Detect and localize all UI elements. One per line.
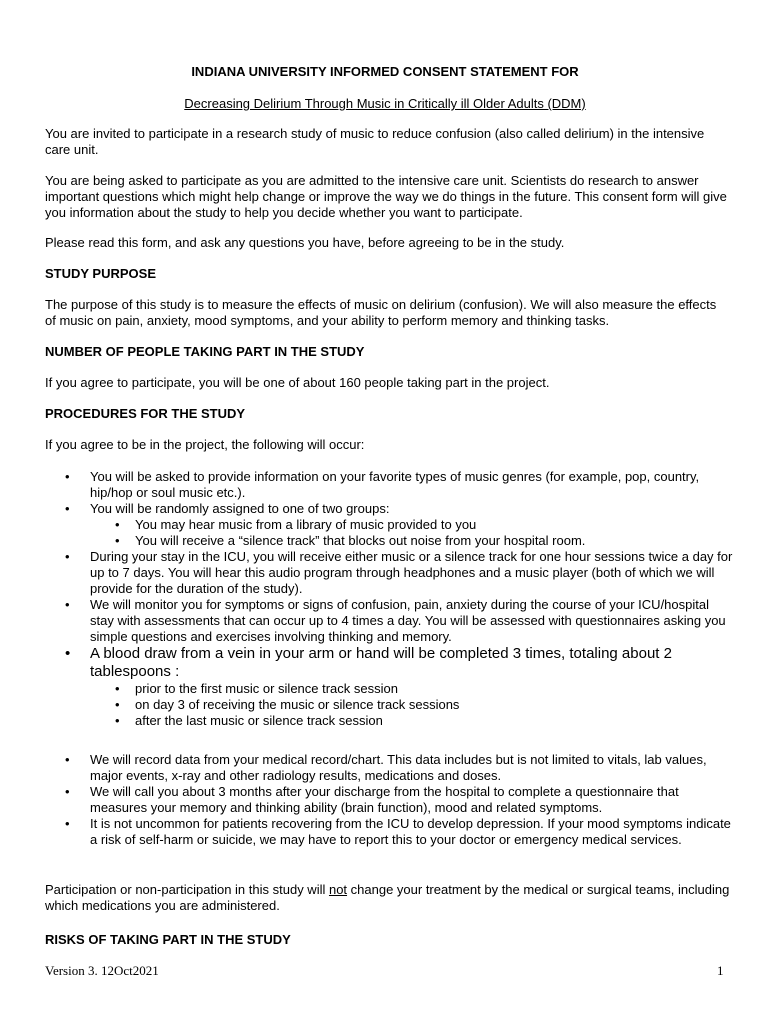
not-emphasis: not bbox=[328, 882, 348, 897]
number-of-people-heading: NUMBER OF PEOPLE TAKING PART IN THE STUDY bbox=[45, 344, 365, 359]
list-item: • You will receive a “silence track” that blocks out noise from your hospital room. bbox=[90, 533, 735, 549]
procedures-list-part-1 bbox=[45, 469, 735, 729]
procedures-intro: If you agree to be in the project, the following will occur: bbox=[45, 437, 365, 452]
list-item: • We will record data from your medical record/chart. This data includes but is not limited to vitals, lab values, major events, x-ray and other radiology results, medications and doses. bbox=[45, 752, 735, 784]
list-item: • prior to the first music or silence track session bbox=[90, 681, 735, 697]
intro-paragraph-2: You are being asked to participate as you are admitted to the intensive care unit. Scientists do research to answer important questions which might help change or improve the way we do things in the future. This consent form will give you information about the study to help you decide whether you want to participate. bbox=[45, 173, 727, 220]
page-number: 1 bbox=[717, 963, 724, 978]
study-purpose-text: The purpose of this study is to measure the effects of music on delirium (confusion). We will also measure the effects of music on pain, anxiety, mood symptoms, and your ability to perform memory and thinking tasks. bbox=[45, 297, 717, 328]
intro-paragraph-1: You are invited to participate in a research study of music to reduce confusion (also called delirium) in the intensive care unit. bbox=[45, 126, 705, 157]
list-item: • after the last music or silence track session bbox=[90, 713, 735, 729]
group-sublist bbox=[90, 517, 735, 549]
risks-heading: RISKS OF TAKING PART IN THE STUDY bbox=[45, 932, 291, 947]
procedures-heading: PROCEDURES FOR THE STUDY bbox=[45, 406, 246, 421]
blood-draw-sublist bbox=[90, 681, 735, 729]
list-item: • You will be randomly assigned to one of two groups: • You may hear music from a library of music provided to you • You will receive a “silence track” that blocks out noise from your hospital room. bbox=[45, 501, 735, 549]
study-purpose-heading: STUDY PURPOSE bbox=[45, 266, 157, 281]
intro-paragraph-3: Please read this form, and ask any questions you have, before agreeing to be in the study. bbox=[45, 235, 565, 250]
procedures-list-part-2 bbox=[45, 752, 735, 848]
list-item: • We will monitor you for symptoms or signs of confusion, pain, anxiety during the course of your ICU/hospital stay with assessments that can occur up to 4 times a day. You will be assessed with questionnaires asking you simple questions and exercises involving thinking and memory. bbox=[45, 597, 735, 645]
list-item: • You will be asked to provide information on your favorite types of music genres (for example, pop, country, hip/hop or soul music etc.). bbox=[45, 469, 735, 501]
participation-statement: Participation or non-participation in this study will not change your treatment by the medical or surgical teams, including which medications you are administered. bbox=[45, 882, 730, 913]
list-item: • It is not uncommon for patients recovering from the ICU to develop depression. If your mood symptoms indicate a risk of self-harm or suicide, we may have to report this to your doctor or emergency medical services. bbox=[45, 816, 735, 848]
list-item: • During your stay in the ICU, you will receive either music or a silence track for one hour sessions twice a day for up to 7 days. You will hear this audio program through headphones and a music player (both of which we will provide for the duration of the study). bbox=[45, 549, 735, 597]
document-title: INDIANA UNIVERSITY INFORMED CONSENT STATEMENT FOR bbox=[191, 64, 579, 79]
number-of-people-text: If you agree to participate, you will be one of about 160 people taking part in the project. bbox=[45, 375, 550, 390]
list-item: • on day 3 of receiving the music or silence track sessions bbox=[90, 697, 735, 713]
list-item: • You may hear music from a library of music provided to you bbox=[90, 517, 735, 533]
study-title: Decreasing Delirium Through Music in Critically ill Older Adults (DDM) bbox=[184, 96, 586, 111]
list-item: • A blood draw from a vein in your arm or hand will be completed 3 times, totaling about 2 tablespoons : • prior to the first music or silence track session • on day 3 of receiving the music or silence track sessions • after the last music or silence track session bbox=[45, 645, 735, 729]
version-label: Version 3. 12Oct2021 bbox=[45, 963, 159, 978]
list-item: • We will call you about 3 months after your discharge from the hospital to complete a questionnaire that measures your memory and thinking ability (brain function), mood and related symptoms. bbox=[45, 784, 735, 816]
